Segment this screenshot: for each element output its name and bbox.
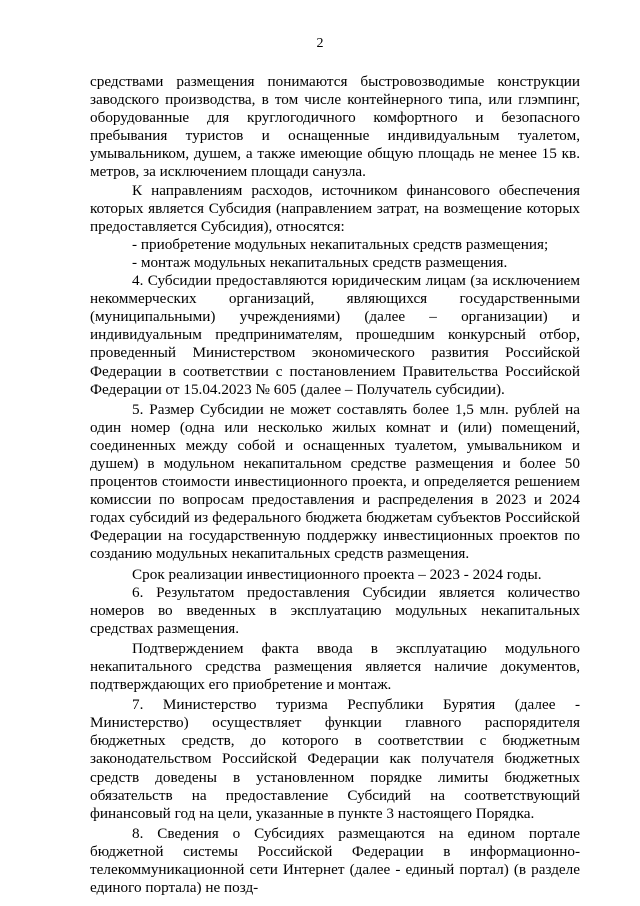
paragraph-item-8: 8. Сведения о Субсидиях размещаются на едином портале бюджетной системы Российской Федерации в информационно-телекоммуникационной сети Интернет (далее - единый портал) (в разделе единого портала) не позд- (90, 824, 580, 897)
paragraph-item-6: 6. Результатом предоставления Субсидии является количество номеров во введенных в эксплуатацию модульных некапитальных средствах размещения. (90, 583, 580, 637)
document-body (90, 73, 580, 897)
paragraph-item-5: 5. Размер Субсидии не может составлять более 1,5 млн. рублей на один номер (одна или несколько жилых комнат и (или) помещений, соединенных между собой и оснащенных туалетом, умывальником и душем) в модульном некапитальном средстве размещения и более 50 процентов стоимости инвестиционного проекта, и определяется решением комиссии по вопросам предоставления и распределения в 2023 и 2024 годах субсидий из федерального бюджета бюджетам субъектов Российской Федерации на государственную поддержку инвестиционных проектов по созданию модульных некапитальных средств размещения. (90, 400, 580, 563)
paragraph-confirmation: Подтверждением факта ввода в эксплуатацию модульного некапитального средства размещения является наличие документов, подтверждающих его приобретение и монтаж. (90, 639, 580, 694)
paragraph-definition-continuation: средствами размещения понимаются быстровозводимые конструкции заводского производства, в том числе контейнерного типа, или глэмпинг, оборудованные для круглогодичного комфортного и безопасного пребывания туристов и оснащенные индивидуальным туалетом, умывальником, душем, а также имеющие общую площадь не менее 15 кв. метров, за исключением площади санузла. (90, 73, 580, 181)
paragraph-item-7: 7. Министерство туризма Республики Бурятия (далее - Министерство) осуществляет функции главного распорядителя бюджетных средств, до которого в соответствии с бюджетным законодательством Российской Федерации как получателя бюджетных средств доведены в установленном порядке лимиты бюджетных обязательств на предоставление Субсидий на соответствующий финансовый год на цели, указанные в пункте 3 настоящего Порядка. (90, 696, 580, 822)
paragraph-project-term: Срок реализации инвестиционного проекта – 2023 - 2024 годы. (132, 565, 542, 583)
list-item-installation: - монтаж модульных некапитальных средств размещения. (132, 253, 508, 271)
paragraph-expense-directions: К направлениям расходов, источником финансового обеспечения которых является Субсидия (направлением затрат, на возмещение которых предоставляется Субсидия), относятся: (90, 181, 580, 235)
list-item-purchase: - приобретение модульных некапитальных средств размещения; (132, 235, 549, 253)
paragraph-item-4: 4. Субсидии предоставляются юридическим лицам (за исключением некоммерческих организаций, являющихся государственными (муниципальными) учреждениями) (далее – организации) и индивидуальным предпринимателям, прошедшим конкурсный отбор, проведенный Министерством экономического развития Российской Федерации в соответствии с постановлением Правительства Российской Федерации от 15.04.2023 № 605 (далее – Получатель субсидии). (90, 272, 580, 398)
page-number: 2 (316, 36, 324, 51)
